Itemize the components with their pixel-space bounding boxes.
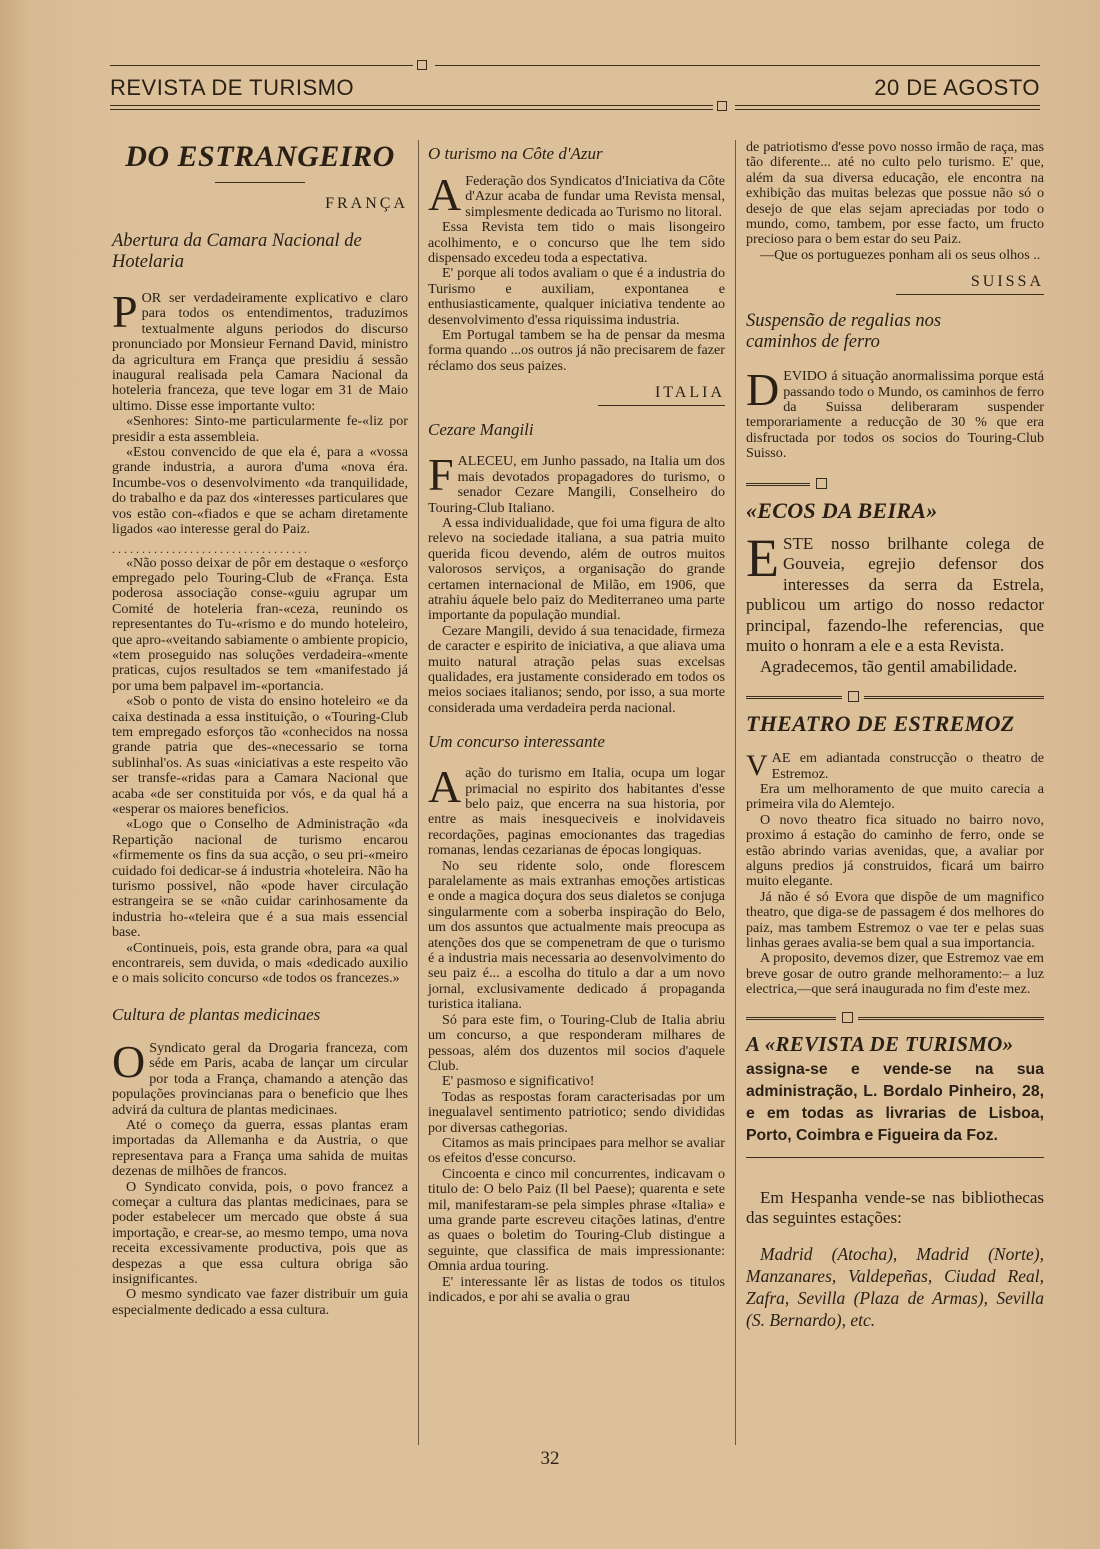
article-paragraph: No seu ridente solo, onde florescem paralelamente as mais extranhas emoções artisticas e onde a magica doçura dos seus dialetos se conjuga singularmente com a soberba inspiração do Belo, um dos assuntos que actualmente mais preocupa as atenções dos que se compenetram de que o turismo é a industria mais necessaria ao desenvolvimento do seu paiz é... a escolha do titulo a dar a um novo jornal, exclusivamente dedicado á propaganda turistica italiana.	[428, 857, 725, 1013]
section-title: THEATRO DE ESTREMOZ	[746, 711, 1015, 737]
article-paragraph: «Não posso deixar de pôr em destaque o «esforço empregado pelo Touring-Club de «França. Esta poderosa associação conse-«guiu agrupar um Comité de hoteleria fran-«ceza, reunindo os representantes do Tu-«rismo e do mundo hoteleiro, que apro-«veitando sabiamente o ambiente propicio, «tem proseguido nas soluções verdadeira-«mente praticas, cujos resultados se tem «manifestado já por uma bem palpavel im-«portancia.	[112, 554, 408, 694]
ornament-rule	[746, 1017, 836, 1020]
article-paragraph: Citamos as mais principaes para melhor se avaliar os efeitos d'esse concurso.	[428, 1134, 725, 1167]
drop-cap: P	[112, 286, 138, 337]
article-paragraph: «Estou convencido de que ela é, para a «vossa grande industria, a aurora d'uma «nova éra. Incumbe-vos o desenvolvimento «da tranquilidade, do trabalho e da paz dos «interesses particulares que vos estão con-«fiados e que se acham diretamente ligados «ao interesse geral do Paiz.	[112, 444, 408, 538]
article-paragraph: —Que os portuguezes ponham ali os seus olhos ..	[760, 246, 1041, 263]
issue-date: 20 DE AGOSTO	[874, 75, 1040, 100]
section-title: A «REVISTA DE TURISMO»	[746, 1031, 1014, 1056]
header-ornament-2	[717, 101, 727, 111]
masthead-title: REVISTA DE TURISMO	[110, 75, 355, 100]
article-paragraph: Em Portugal tambem se ha de pensar da mesma forma quando ...os outros já não precisarem de fazer réclamo dos seus paizes.	[428, 327, 725, 374]
article-paragraph: VAE em adiantada construcção o theatro de Estremoz.	[746, 749, 1044, 783]
section-ornament	[746, 474, 1044, 494]
column-divider-2	[735, 140, 736, 1445]
article-paragraph: «Sob o ponto de vista do ensino hoteleiro «e da caixa destinada a essa instituição, o «Touring-Club tem empregado esforços tão «conhecidos na nossa grande patria que des-«necessario se torna sublinhal'os. As suas «iniciativas a este respeito vão ser transfe-«ridas para a Camara Nacional que acaba «de ser constituida por vós, e da qual há a «esperar os maiores beneficios.	[112, 693, 408, 817]
drop-cap: O	[112, 1035, 146, 1087]
article-paragraph: Cincoenta e cinco mil concurrentes, indicavam o titulo de: O belo Paiz (Il bel Paese); quarenta e sete mil, manifestaram-se pela simples phrase «Italia» e uma grande parte escreveu citações latinas, d'entre as quaes o boletim do Touring-Club distingue a seguinte, que classifica de mais impressionante: Omnia ardua touring.	[428, 1165, 725, 1275]
header-rule-bottom-left-2	[110, 109, 713, 110]
subscription-notice: assigna-se e vende-se na sua administração, L. Bordalo Pinheiro, 28, e em todas as livrarias de Lisboa, Porto, Coimbra e Figueira da Foz.	[746, 1060, 1044, 1144]
header-ornament	[417, 60, 427, 70]
article-paragraph: A Federação dos Syndicatos d'Iniciativa da Côte d'Azur acaba de fundar uma Revista mensal, simplesmente dedicada ao Turismo no litoral.	[428, 169, 725, 220]
header-rule-bottom-right-2	[735, 109, 1040, 110]
article-paragraph: O novo theatro fica situado no bairro novo, proximo á estação do caminho de ferro, onde se estão abrindo varias avenidas, que, a avaliar por alguns predios já construidos, ficará um bairro muito elegante.	[746, 811, 1044, 890]
article-paragraph: ESTE nosso brilhante colega de Gouveia, egrejio defensor dos interesses da serra da Estrela, publicou um artigo do nosso redactor principal, fazendo-lhe referencias, que muito o honram a ele e a esta Revista.	[746, 527, 1044, 656]
section-ornament	[746, 687, 1044, 707]
header-rule-right	[435, 65, 1040, 66]
article-paragraph: de patriotismo d'esse povo nosso irmão de raça, mas tão diferente... até no culto pelo turismo. E' que, além da sua diversa educação, ele encontra na exhibição das muitas belezas que possue não só o desejo de que elas sejam apreciadas por todo o mundo, como, tambem, por esse facto, um fructo precioso para o bem estar do seu Paiz.	[746, 139, 1044, 248]
page-number: 32	[540, 1448, 560, 1469]
article-paragraph: A proposito, devemos dizer, que Estremoz vae em breve gosar de outro grande melhoramento:– a luz electrica,—que será inaugurada no fim d'este mez.	[746, 950, 1044, 998]
drop-cap: V	[746, 749, 768, 783]
drop-cap: F	[428, 449, 454, 501]
article-paragraph: Até o começo da guerra, essas plantas eram importadas da Allemanha e da Austria, o que representava para a França uma sahida de muitas dezenas de milhões de francos.	[112, 1116, 408, 1180]
article-paragraph: A essa individualidade, que foi uma figura de alto relevo na sociedade italiana, a sua patria muito querida ficou devendo, além de outros muitos valorosos serviços, a organisação do grande certamen internacional de Milão, em 1906, que atrahiu áquele belo paiz do Mediterraneo uma parte importante da população mundial.	[428, 514, 725, 624]
article-paragraph: «Logo que o Conselho de Administração «da Repartição nacional de turismo encarou «firmemente os fins da sua acção, o seu pri-«meiro cuidado foi dedicar-se á industria «hoteleira. Não ha turismo possivel, não «pode haver circulação estrangeira se se «não cuidar carinhosamente da industria ho-«teleira que é a sua mais essencial base.	[112, 816, 408, 941]
article-paragraph: O Syndicato geral da Drogaria franceza, com séde em Paris, acaba de lançar um circular por toda a França, chamando a atenção das populações provincianas para o beneficio que lhes advirá da cultura de plantas medicinaes.	[112, 1035, 408, 1118]
section-ornament	[746, 1008, 1044, 1028]
column-divider-1	[418, 140, 419, 1445]
article-paragraph: O Syndicato convida, pois, o povo francez a começar a cultura das plantas medicinaes, para se poder estabelecer um mercado que obste á sua importação, e crear-se, ao mesmo tempo, uma nova receita excessivamente productiva, pois que as despezas a que essa cultura obriga são insignificantes.	[112, 1178, 408, 1287]
header-rule-bottom-right	[735, 105, 1040, 106]
country-heading-france: FRANÇA	[325, 195, 408, 212]
section-title: «ECOS DA BEIRA»	[746, 497, 938, 523]
article-paragraph: Em Hespanha vende-se nas bibliothecas das seguintes estações:	[746, 1187, 1044, 1228]
article-paragraph: FALECEU, em Junho passado, na Italia um dos mais devotados propagadores do turismo, o senador Cezare Mangili, Conselheiro do Touring-Club Italiano.	[428, 449, 725, 516]
section-title: DO ESTRANGEIRO	[125, 140, 395, 173]
drop-cap: E	[746, 527, 779, 588]
article-heading: Suspensão de regalias nos caminhos de ferro	[746, 311, 942, 353]
ornament-box	[816, 478, 827, 489]
article-heading: O turismo na Côte d'Azur	[428, 144, 603, 163]
drop-cap: D	[746, 364, 780, 416]
article-paragraph: O mesmo syndicato vae fazer distribuir um guia especialmente dedicado a essa cultura.	[112, 1286, 408, 1318]
article-heading: Cezare Mangili	[428, 420, 534, 440]
country-heading-italy: ITALIA	[598, 384, 725, 406]
article-paragraph: Já não é só Evora que dispõe de um magnifico theatro, que diga-se de passagem é dos melhores do paiz, mas tambem Estremoz o vae ter e pelas suas linhas geraes avalia-se bem qual a sua importancia.	[746, 888, 1044, 952]
ornament-rule	[858, 1017, 1044, 1020]
article-paragraph: Agradecemos, tão gentil amabilidade.	[760, 656, 1018, 676]
ellipsis-divider: .................................	[112, 541, 310, 556]
article-paragraph: Todas as respostas foram caracterisadas por um inegualavel sentimento patriotico; sendo divididas por diversas cathegorias.	[428, 1088, 725, 1136]
article-paragraph: Era um melhoramento de que muito carecia a primeira vila do Alemtejo.	[746, 781, 1044, 813]
station-list: Madrid (Atocha), Madrid (Norte), Manzanares, Valdepeñas, Ciudad Real, Zafra, Sevilla (Plaza de Armas), Sevilla (S. Bernardo), etc.	[746, 1243, 1044, 1330]
ornament-rule	[864, 696, 1044, 699]
article-paragraph: Cezare Mangili, devido á sua tenacidade, firmeza de caracter e espirito de iniciativa, a que aliava uma muito natural atração pelas suas excelsas qualidades, era justamente considerado em todos os meios sociaes italianos; sendo, por isso, a sua morte considerada uma verdadeira perda nacional.	[428, 622, 725, 716]
article-paragraph: Aação do turismo em Italia, ocupa um logar primacial no espirito dos habitantes d'esse belo paiz, que encerra na sua historia, por entre as mais inesqueciveis e inolvidaveis recordações, paginas emocionantes das tragedias romanas, lendas cezarianas de épocas longiquas.	[428, 761, 725, 859]
article-paragraph: POR ser verdadeiramente explicativo e claro para todos os entendimentos, traduzimos textualmente alguns periodos do discurso pronunciado por Monsieur Fernand David, ministro da agricultura em França que presidiu á sessão inaugural realisada pela Camara Nacional da hoteleria franceza, que teve logar em 31 de Maio ultimo. Disse esse importante vulto:	[112, 286, 408, 414]
article-paragraph: E' interessante lêr as listas de todos os titulos indicados, e por ahi se avalia o grau	[428, 1273, 725, 1305]
header-rule-left	[110, 65, 413, 66]
column-right	[746, 140, 1044, 1331]
column-left	[112, 140, 408, 1318]
article-heading: Abertura da Camara Nacional de Hotelaria	[112, 231, 362, 272]
header-rule-bottom-left	[110, 105, 713, 106]
ornament-box	[842, 1012, 853, 1023]
page-header	[110, 58, 1040, 128]
article-paragraph: Essa Revista tem tido o mais lisongeiro acolhimento, e o concurso que lhe tem sido dispensado excedeu toda a espectativa.	[428, 219, 725, 267]
article-paragraph: DEVIDO á situação anormalissima porque está passando todo o Mundo, os caminhos de ferro da Suissa deliberaram suspender temporariamente a reducção de 30 % que era disfructada por todos os socios do Touring-Club Suisso.	[746, 364, 1044, 462]
drop-cap: A	[428, 169, 462, 220]
article-heading: Cultura de plantas medicinaes	[112, 1004, 321, 1024]
article-heading: Um concurso interessante	[428, 732, 605, 752]
article-paragraph: E' pasmoso e significativo!	[442, 1073, 595, 1090]
country-heading-switzerland: SUISSA	[896, 273, 1044, 295]
ornament-rule	[746, 483, 810, 486]
column-middle	[428, 140, 725, 1305]
ornament-box	[848, 691, 859, 702]
drop-cap: A	[428, 761, 462, 813]
article-paragraph: Só para este fim, o Touring-Club de Italia abriu um concurso, a que responderam milhares de pessoas, além dos duzentos mil socios d'aquele Club.	[428, 1011, 725, 1074]
article-paragraph: «Senhores: Sinto-me particularmente fe-«liz por presidir a esta assembleia.	[112, 413, 408, 445]
article-paragraph: «Continueis, pois, esta grande obra, para «a qual encontrareis, sem duvida, o mais «dedicado auxilio e o mais solicito concurso «de todos os francezes.»	[112, 939, 408, 987]
ornament-rule	[746, 696, 842, 699]
article-paragraph: E' porque ali todos avaliam o que é a industria do Turismo e auxiliam, expontanea e enthusiasticamente, qualquer iniciativa tendente ao desenvolvimento d'essa riquissima industria.	[428, 265, 725, 328]
